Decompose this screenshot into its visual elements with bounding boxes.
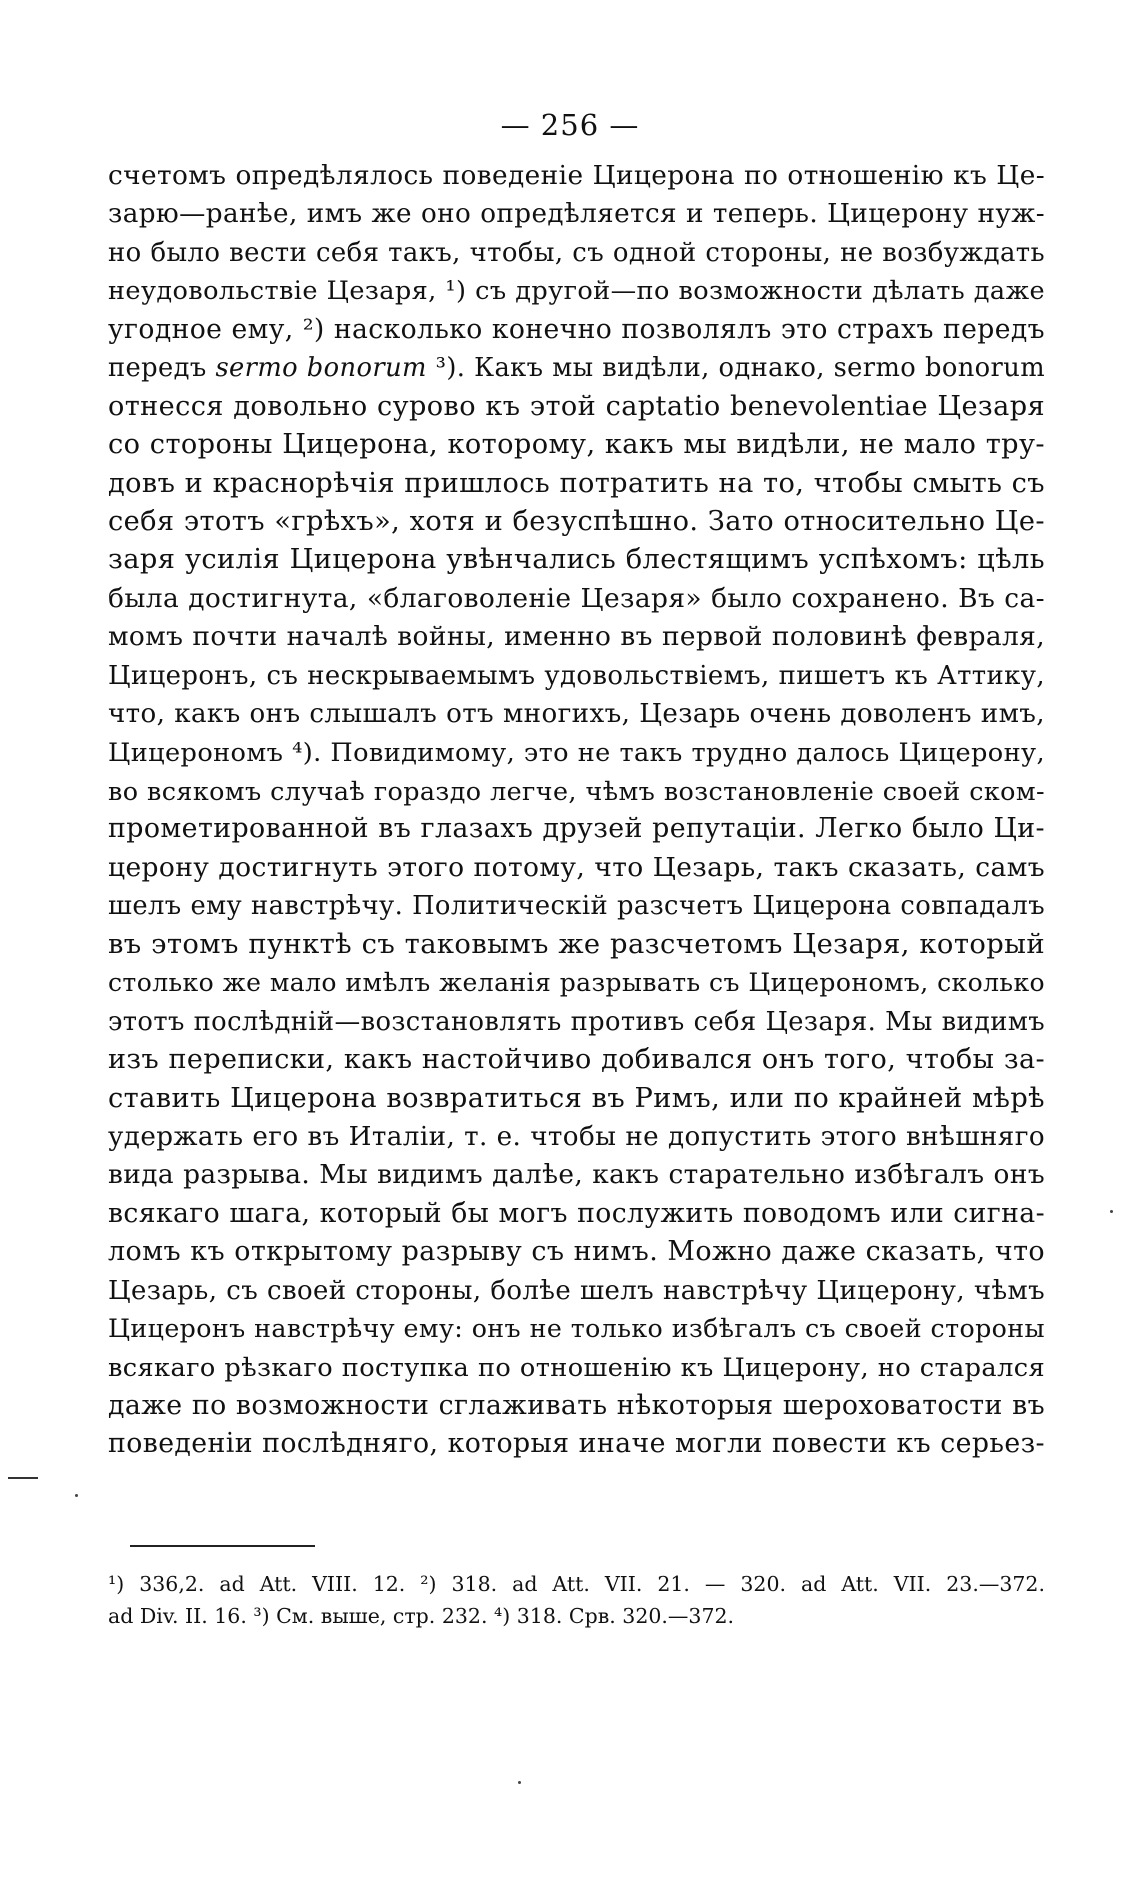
text-line: столько же мало имѣлъ желанія разрывать съ Цицерономъ, сколько [108,968,1045,998]
main-text [108,157,1045,1464]
page-number: — 256 — [500,108,640,142]
text-line: счетомъ опредѣлялось поведеніе Цицерона по отношенію къ Це- [108,161,1045,191]
text-line: въ этомъ пунктѣ съ таковымъ же разсчетомъ Цезаря, который [108,928,1045,960]
text-line: церону достигнуть этого потому, что Цезарь, такъ сказать, самъ [108,851,1045,883]
text-line: ломъ къ открытому разрыву съ нимъ. Можно даже сказать, что [108,1236,1045,1268]
footnote-divider [130,1545,315,1547]
text-line: довъ и краснорѣчія пришлось потратить на то, чтобы смыть съ [108,467,1045,499]
text-line: поведеніи послѣдняго, которыя иначе могли повести къ серьез- [108,1428,1045,1460]
text-line: заря усилія Цицерона увѣнчались блестящимъ успѣхомъ: цѣль [108,544,1045,576]
text-line: неудовольствіе Цезаря, ¹) съ другой—по возможности дѣлать даже [108,276,1045,307]
text-line: этотъ послѣдній—возстановлять противъ себя Цезаря. Мы видимъ [108,1006,1045,1037]
text-line: но было вести себя такъ, чтобы, съ одной стороны, не возбуждать [108,237,1045,268]
footnote-line: ¹) 336,2. ad Att. VIII. 12. ²) 318. ad Att. VII. 21. — 320. ad Att. VII. 23.—372. [108,1572,1045,1596]
text-line: всякаго рѣзкаго поступка по отношенію къ Цицерону, но старался [108,1352,1045,1383]
text-line: шелъ ему навстрѣчу. Политическій разсчетъ Цицерона совпадалъ [108,891,1045,922]
text-line: прометированной въ глазахъ друзей репутаціи. Легко было Ци- [108,813,1045,845]
text-line: всякаго шага, который бы могъ послужить поводомъ или сигна- [108,1197,1045,1229]
text-line: отнесся довольно сурово къ этой captatio benevolentiae Цезаря [108,390,1045,422]
text-line: угодное ему, ²) насколько конечно позволялъ это страхъ передъ [108,313,1045,345]
text-line: во всякомъ случаѣ гораздо легче, чѣмъ возстановленіе своей ском- [108,776,1045,806]
text-line: что, какъ онъ слышалъ отъ многихъ, Цезарь очень доволенъ имъ, [108,699,1045,730]
margin-mark [8,1477,38,1479]
margin-dot [75,1494,78,1497]
text-line: Цицерономъ ⁴). Повидимому, это не такъ трудно далось Цицерону, [108,737,1045,768]
text-line: зарю—ранѣе, имъ же оно опредѣляется и теперь. Цицерону нуж- [108,199,1045,230]
margin-dot [1110,1210,1113,1213]
text-line: была достигнута, «благоволеніе Цезаря» было сохранено. Въ са- [108,582,1045,614]
text-line: момъ почти началѣ войны, именно въ первой половинѣ февраля, [108,621,1045,653]
text-line: со стороны Цицерона, которому, какъ мы видѣли, не мало тру- [108,429,1045,461]
text-line: Цицеронъ, съ нескрываемымъ удовольствіемъ, пишетъ къ Аттику, [108,660,1045,691]
text-line: передъ sermo bonorum ³). Какъ мы видѣли, однако, sermo bonorum [108,353,1045,384]
text-line: Цезарь, съ своей стороны, болѣе шелъ навстрѣчу Цицерону, чѣмъ [108,1275,1045,1306]
text-line: Цицеронъ навстрѣчу ему: онъ не только избѣгалъ съ своей стороны [108,1314,1045,1344]
italic-phrase: sermo bonorum [215,353,427,384]
text-line: даже по возможности сглаживать нѣкоторыя шероховатости въ [108,1390,1045,1421]
text-line: себя этотъ «грѣхъ», хотя и безуспѣшно. Зато относительно Це- [108,505,1045,537]
text-line: изъ переписки, какъ настойчиво добивался онъ того, чтобы за- [108,1044,1045,1076]
text-line: ставить Цицерона возвратиться въ Римъ, или по крайней мѣрѣ [108,1082,1045,1114]
margin-dot [518,1781,521,1784]
text-line: вида разрыва. Мы видимъ далѣе, какъ старательно избѣгалъ онъ [108,1160,1045,1191]
footnotes [108,1568,1045,1632]
text-line: удержать его въ Италіи, т. е. чтобы не допустить этого внѣшняго [108,1121,1045,1152]
footnote-line: ad Div. II. 16. ³) См. выше, стр. 232. ⁴) 318. Срв. 320.—372. [108,1604,735,1628]
